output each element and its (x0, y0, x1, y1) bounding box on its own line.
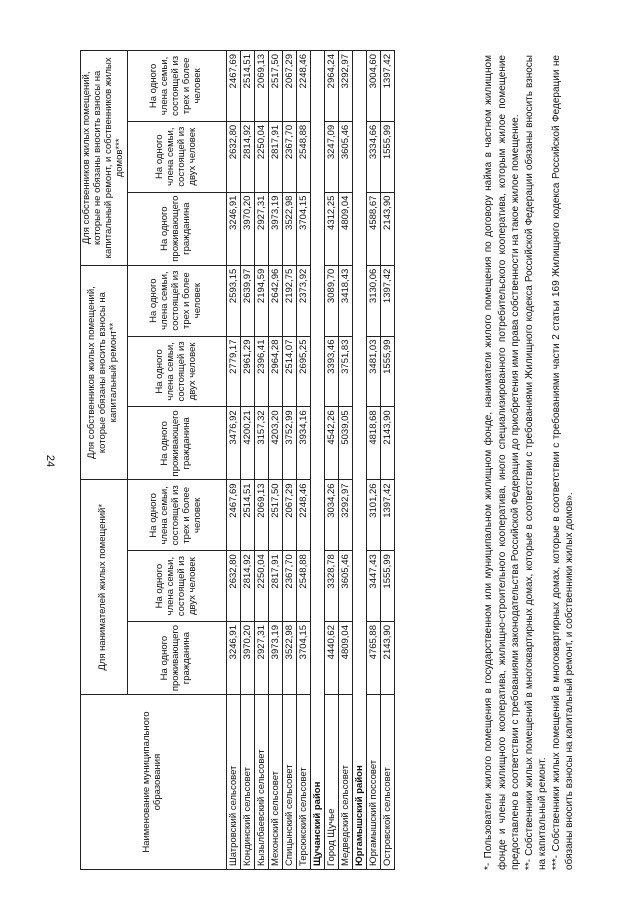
table-cell: 2639,97 (240, 265, 254, 336)
sub-header: На одного члена семьи, состоящей из двух человек (127, 551, 226, 622)
municipality-name: Мехонский сельсовет (268, 695, 282, 870)
footnote-1: *- Пользователи жилого помещения в государственном или муниципальном жилищном фонде, наниматели жилого помещения по договору найма в частном жилищном фонде и члены жилищного кооператива, жилищно-строительного кооператива, иного специализированного потребительского кооператива, которым жилое помещение предоставлено в соответствии с требованиями законодательства Российской Федерации до приобретения ими права собственности на такое жилое помещение. (483, 55, 521, 870)
sub-header: На одного проживающего гражданина (127, 622, 226, 695)
table-row (226, 51, 240, 870)
municipality-name: Кондинский сельсовет (240, 695, 254, 870)
table-row (254, 51, 268, 870)
sub-header: На одного проживающего гражданина (127, 407, 226, 480)
table-cell: 3034,26 (324, 480, 338, 551)
table-cell: 2632,80 (226, 121, 240, 192)
subsistence-table (80, 50, 395, 870)
table-cell: 2817,91 (268, 121, 282, 192)
table-cell: 1555,99 (380, 336, 394, 407)
table-cell: 3130,06 (366, 265, 380, 336)
table-cell: 2069,13 (254, 51, 268, 122)
table-cell: 2143,90 (380, 622, 394, 695)
table-row (282, 51, 296, 870)
table-cell: 3605,46 (338, 121, 352, 192)
table-cell: 2067,29 (282, 480, 296, 551)
table-cell: 3247,09 (324, 121, 338, 192)
group-header-owners-not-obliged: Для собственников жилых помещений, которые не обязаны вносить взносы на капитальный ремонт, и собственников жилых домов*** (81, 51, 128, 266)
table-cell: 3522,98 (282, 622, 296, 695)
sub-header: На одного проживающего гражданина (127, 192, 226, 265)
table-cell: 2192,75 (282, 265, 296, 336)
table-cell: 2367,70 (282, 551, 296, 622)
table-cell: 1555,99 (380, 121, 394, 192)
table-cell: 1397,42 (380, 480, 394, 551)
table-group-row (310, 51, 324, 870)
sub-header: На одного члена семьи, состоящей из двух человек (127, 336, 226, 407)
sub-header: На одного члена семьи, состоящей из двух человек (127, 121, 226, 192)
table-cell: 3605,46 (338, 551, 352, 622)
table-cell: 2250,04 (254, 121, 268, 192)
municipality-name: Спицынский сельсовет (282, 695, 296, 870)
footnote-2: **- Собственники жилых помещений в многоквартирных домах, которые в соответствии с требованиями Жилищного кодекса Российской Федерации обязаны вносить взносы на капитальный ремонт. (523, 55, 548, 870)
table-cell: 2817,91 (268, 551, 282, 622)
table-row (240, 51, 254, 870)
table-row (296, 51, 310, 870)
table-cell: 3934,16 (296, 407, 310, 480)
footnote-3: ***- Собственники жилых помещений в многоквартирных домах, которые в соответствии с требованиями части 2 статьи 169 Жилищного кодекса Российской Федерации не обязаны вносить взносы на капитальный ремонт, и собственники жилых домов». (550, 55, 575, 870)
table-cell: 2964,28 (268, 336, 282, 407)
table-cell: 2067,29 (282, 51, 296, 122)
table-cell: 2514,51 (240, 51, 254, 122)
table-cell: 4765,88 (366, 622, 380, 695)
municipality-name: Шатровский сельсовет (226, 695, 240, 870)
table-row (324, 51, 338, 870)
table-cell: 2467,69 (226, 51, 240, 122)
table-cell: 2964,24 (324, 51, 338, 122)
table-cell: 3089,70 (324, 265, 338, 336)
group-header-owners-obliged: Для собственников жилых помещений, которые обязаны вносить взносы на капитальный ремонт** (81, 265, 128, 480)
table-cell: 2779,17 (226, 336, 240, 407)
table-cell: 3973,19 (268, 622, 282, 695)
table-cell: 2517,50 (268, 480, 282, 551)
rotated-page (80, 50, 640, 870)
table-cell: 2593,15 (226, 265, 240, 336)
table-cell: 3334,66 (366, 121, 380, 192)
table-cell: 2517,50 (268, 51, 282, 122)
group-name: Щучанский район (310, 51, 324, 870)
table-cell: 3704,15 (296, 622, 310, 695)
table-cell: 1397,42 (380, 265, 394, 336)
table-cell: 1397,42 (380, 51, 394, 122)
table-cell: 4312,25 (324, 192, 338, 265)
table-cell: 3970,20 (240, 622, 254, 695)
group-name: Юргамышский район (352, 51, 366, 870)
table-row (366, 51, 380, 870)
table-cell: 4809,04 (338, 192, 352, 265)
table-cell: 3157,32 (254, 407, 268, 480)
table-cell: 3246,91 (226, 622, 240, 695)
table-cell: 5039,05 (338, 407, 352, 480)
table-cell: 3704,15 (296, 192, 310, 265)
table-cell: 3292,97 (338, 51, 352, 122)
table-cell: 2143,90 (380, 407, 394, 480)
table-cell: 3476,92 (226, 407, 240, 480)
table-cell: 3393,46 (324, 336, 338, 407)
table-cell: 4440,62 (324, 622, 338, 695)
municipality-name: Город Щучье (324, 695, 338, 870)
table-cell: 3752,99 (282, 407, 296, 480)
table-cell: 2632,80 (226, 551, 240, 622)
municipality-name: Кызылбаевский сельсовет (254, 695, 268, 870)
table-cell: 4542,26 (324, 407, 338, 480)
table-row (380, 51, 394, 870)
table-cell: 2514,07 (282, 336, 296, 407)
table-cell: 3101,26 (366, 480, 380, 551)
table-cell: 2642,96 (268, 265, 282, 336)
table-cell: 2814,92 (240, 121, 254, 192)
table-cell: 4203,20 (268, 407, 282, 480)
table-cell: 3481,03 (366, 336, 380, 407)
municipality-name: Юргамышский поссовет (366, 695, 380, 870)
table-cell: 2961,29 (240, 336, 254, 407)
table-cell: 2548,88 (296, 551, 310, 622)
table-cell: 2248,46 (296, 51, 310, 122)
table-cell: 3751,83 (338, 336, 352, 407)
group-header-tenants: Для нанимателей жилых помещений* (81, 480, 128, 695)
table-cell: 2396,41 (254, 336, 268, 407)
municipality-name: Островской сельсовет (380, 695, 394, 870)
table-cell: 3292,97 (338, 480, 352, 551)
table-cell: 2143,90 (380, 192, 394, 265)
sub-header: На одного члена семьи, состоящей из трех и более человек (127, 51, 226, 122)
table-cell: 2373,92 (296, 265, 310, 336)
table-cell: 1555,99 (380, 551, 394, 622)
sub-header: На одного члена семьи, состоящей из трех и более человек (127, 265, 226, 336)
table-cell: 3447,43 (366, 551, 380, 622)
sub-header: На одного члена семьи, состоящей из трех и более человек (127, 480, 226, 551)
table-cell: 2695,25 (296, 336, 310, 407)
col-header-name: Наименование муниципального образования (81, 695, 227, 870)
municipality-name: Медведский сельсовет (338, 695, 352, 870)
table-cell: 4588,67 (366, 192, 380, 265)
table-cell: 2814,92 (240, 551, 254, 622)
table-cell: 2069,13 (254, 480, 268, 551)
page-number: 24 (44, 454, 56, 468)
table-cell: 3004,60 (366, 51, 380, 122)
table-cell: 2467,69 (226, 480, 240, 551)
table-row (268, 51, 282, 870)
footnotes (482, 55, 577, 870)
table-cell: 2927,31 (254, 622, 268, 695)
municipality-name: Терсюкский сельсовет (296, 695, 310, 870)
table-cell: 2194,59 (254, 265, 268, 336)
table-cell: 3418,43 (338, 265, 352, 336)
table-cell: 3328,78 (324, 551, 338, 622)
table-cell: 2367,70 (282, 121, 296, 192)
table-cell: 3973,19 (268, 192, 282, 265)
table-cell: 3522,98 (282, 192, 296, 265)
table-group-row (352, 51, 366, 870)
table-row (338, 51, 352, 870)
table-cell: 4200,21 (240, 407, 254, 480)
table-cell: 2248,46 (296, 480, 310, 551)
table-cell: 4818,68 (366, 407, 380, 480)
table-cell: 2548,88 (296, 121, 310, 192)
table-cell: 3246,91 (226, 192, 240, 265)
table-cell: 2514,51 (240, 480, 254, 551)
table-cell: 4809,04 (338, 622, 352, 695)
table-cell: 2927,31 (254, 192, 268, 265)
table-cell: 2250,04 (254, 551, 268, 622)
table-cell: 3970,20 (240, 192, 254, 265)
